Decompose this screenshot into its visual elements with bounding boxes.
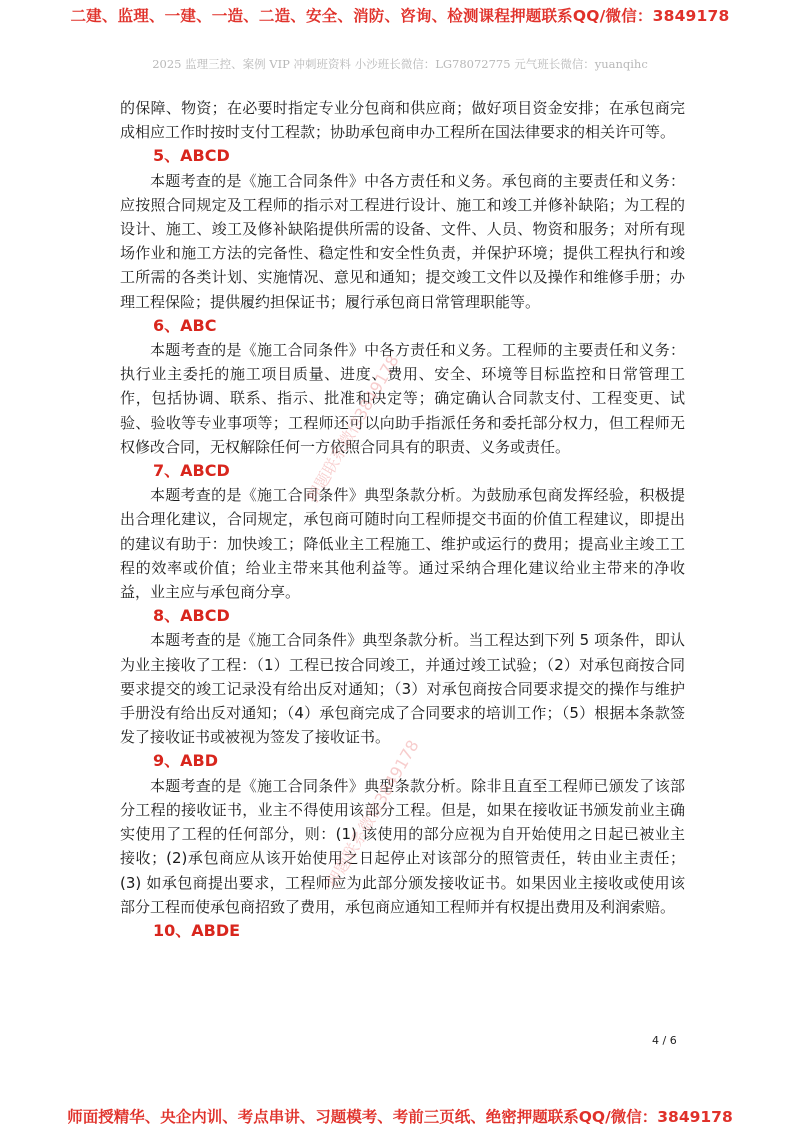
explanation-paragraph: 本题考查的是《施工合同条件》典型条款分析。为鼓励承包商发挥经验，积极提出合理化建议，合同规定，承包商可随时向工程师提交书面的价值工程建议，即提出的建议有助于：加快竣工；降低业主工程施工、维护或运行的费用；提高业主竣工工程的效率或价值；给业主带来其他利益等。通过采纳合理化建议给业主带来的净收益，业主应与承包商分享。	[120, 486, 685, 602]
explanation-paragraph: 本题考查的是《施工合同条件》中各方责任和义务。工程师的主要责任和义务：执行业主委托的施工项目质量、进度、费用、安全、环境等目标监控和日常管理工作，包括协调、联系、指示、批准和决定等；确定确认合同款支付、工程变更、试验、验收等专业事项等；工程师还可以向助手指派任务和委托部分权力，但工程师无权修改合同，无权解除任何一方依照合同具有的职责、义务或责任。	[120, 341, 685, 456]
answer-heading: 5、ABCD	[153, 146, 230, 166]
watermark-lower: 押题联系微信3849178	[322, 736, 423, 891]
answer-heading: 10、ABDE	[153, 920, 241, 940]
answer-heading: 6、ABC	[153, 315, 217, 335]
page-number: 4 / 6	[652, 1034, 677, 1047]
intro-paragraph: 的保障、物资；在必要时指定专业分包商和供应商；做好项目资金安排；在承包商完成相应工作时按时支付工程款；协助承包商申办工程所在国法律要求的相关许可等。	[120, 99, 685, 142]
explanation-paragraph: 本题考查的是《施工合同条件》典型条款分析。除非且直至工程师已颁发了该部分工程的接收证书，业主不得使用该部分工程。但是，如果在接收证书颁发前业主确实使用了工程的任何部分，则：(1) 该使用的部分应视为自开始使用之日起已被业主接收；(2)承包商应从该开始使用之日起停止对该部分的照管责任，转由业主责任；(3) 如承包商提出要求，工程师应为此部分颁发接收证书。如果因业主接收或使用该部分工程而使承包商招致了费用，承包商应通知工程师并有权提出费用及利润索赔。	[120, 776, 685, 916]
answer-heading: 8、ABCD	[153, 606, 230, 626]
watermark-upper: 押题联系微信3849178	[302, 351, 403, 506]
document-body	[120, 96, 685, 943]
explanation-paragraph: 本题考查的是《施工合同条件》典型条款分析。当工程达到下列 5 项条件，即认为业主接收了工程：（1）工程已按合同竣工，并通过竣工试验；（2）对承包商按合同要求提交的竣工记录没有给出反对通知；（3）对承包商按合同要求提交的操作与维护手册没有给出反对通知；（4）承包商完成了合同要求的培训工作；（5）根据本条款签发了接收证书或被视为签发了接收证书。	[120, 631, 685, 747]
answer-heading: 9、ABD	[153, 751, 218, 771]
top-promo-banner: 二建、监理、一建、一造、二造、安全、消防、咨询、检测课程押题联系QQ/微信：3849178	[70, 7, 730, 25]
explanation-paragraph: 本题考查的是《施工合同条件》中各方责任和义务。承包商的主要责任和义务：应按照合同规定及工程师的指示对工程进行设计、施工和竣工并修补缺陷；为工程的设计、施工、竣工及修补缺陷提供所需的设备、文件、人员、物资和服务；对所有现场作业和施工方法的完备性、稳定性和安全性负责，并保护环境；提供工程执行和竣工所需的各类计划、实施情况、意见和通知；提交竣工文件以及操作和维修手册；办理工程保险；提供履约担保证书；履行承包商日常管理职能等。	[120, 171, 685, 311]
page-header: 2025 监理三控、案例 VIP 冲刺班资料 小沙班长微信：LG78072775 元气班长微信：yuanqihc	[152, 57, 648, 71]
bottom-promo-banner: 师面授精华、央企内训、考点串讲、习题模考、考前三页纸、绝密押题联系QQ/微信：3849178	[67, 1108, 733, 1126]
answer-heading: 7、ABCD	[153, 461, 230, 481]
